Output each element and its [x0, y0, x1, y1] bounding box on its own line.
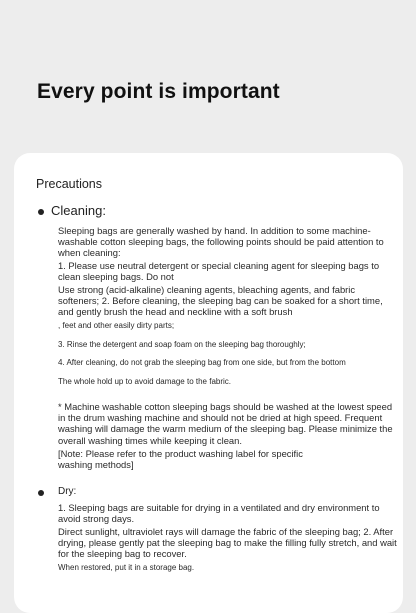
cleaning-paragraph: 4. After cleaning, do not grab the sleeping bag from one side, but from the bottom: [58, 358, 346, 367]
dry-title: Dry:: [58, 486, 77, 497]
dry-paragraph: Direct sunlight, ultraviolet rays will damage the fabric of the sleeping bag; 2. After drying, please gently pat the sleeping bag to make the filling fully stretch, and wait for the sleeping bag to recover.: [58, 526, 397, 560]
cleaning-paragraph: 1. Please use neutral detergent or special cleaning agent for sleeping bags to clean sleeping bags. Do not: [58, 260, 380, 283]
cleaning-paragraph: Sleeping bags are generally washed by hand. In addition to some machine-washable cotton sleeping bags, the following points should be paid attention to when cleaning:: [58, 225, 384, 259]
precautions-heading: Precautions: [36, 177, 103, 191]
cleaning-paragraph: * Machine washable cotton sleeping bags should be washed at the lowest speed in the drum washing machine and should not be dried at high speed. Frequent washing will damage the warm medium of the sleeping bag. Please minimize the overall washing times while keeping it clean.: [58, 401, 393, 446]
cleaning-title: Cleaning:: [51, 203, 106, 218]
dry-paragraph: When restored, put it in a storage bag.: [58, 563, 195, 572]
cleaning-paragraph: [Note: Please refer to the product washing label for specific washing methods]: [58, 448, 303, 471]
page-title: Every point is important: [37, 80, 280, 103]
cleaning-paragraph: The whole hold up to avoid damage to the fabric.: [58, 377, 231, 386]
cleaning-paragraph: , feet and other easily dirty parts;: [58, 321, 175, 330]
cleaning-paragraph: 3. Rinse the detergent and soap foam on the sleeping bag thoroughly;: [58, 340, 306, 349]
cleaning-paragraph: Use strong (acid-alkaline) cleaning agents, bleaching agents, and fabric softeners; 2. Before cleaning, the sleeping bag can be soaked for a short time, and gently brush the head and neckline with a soft brush: [58, 284, 383, 318]
dry-bullet-icon: [38, 490, 44, 496]
cleaning-bullet-icon: [38, 209, 44, 215]
dry-paragraph: 1. Sleeping bags are suitable for drying in a ventilated and dry environment to avoid strong days.: [58, 502, 380, 525]
